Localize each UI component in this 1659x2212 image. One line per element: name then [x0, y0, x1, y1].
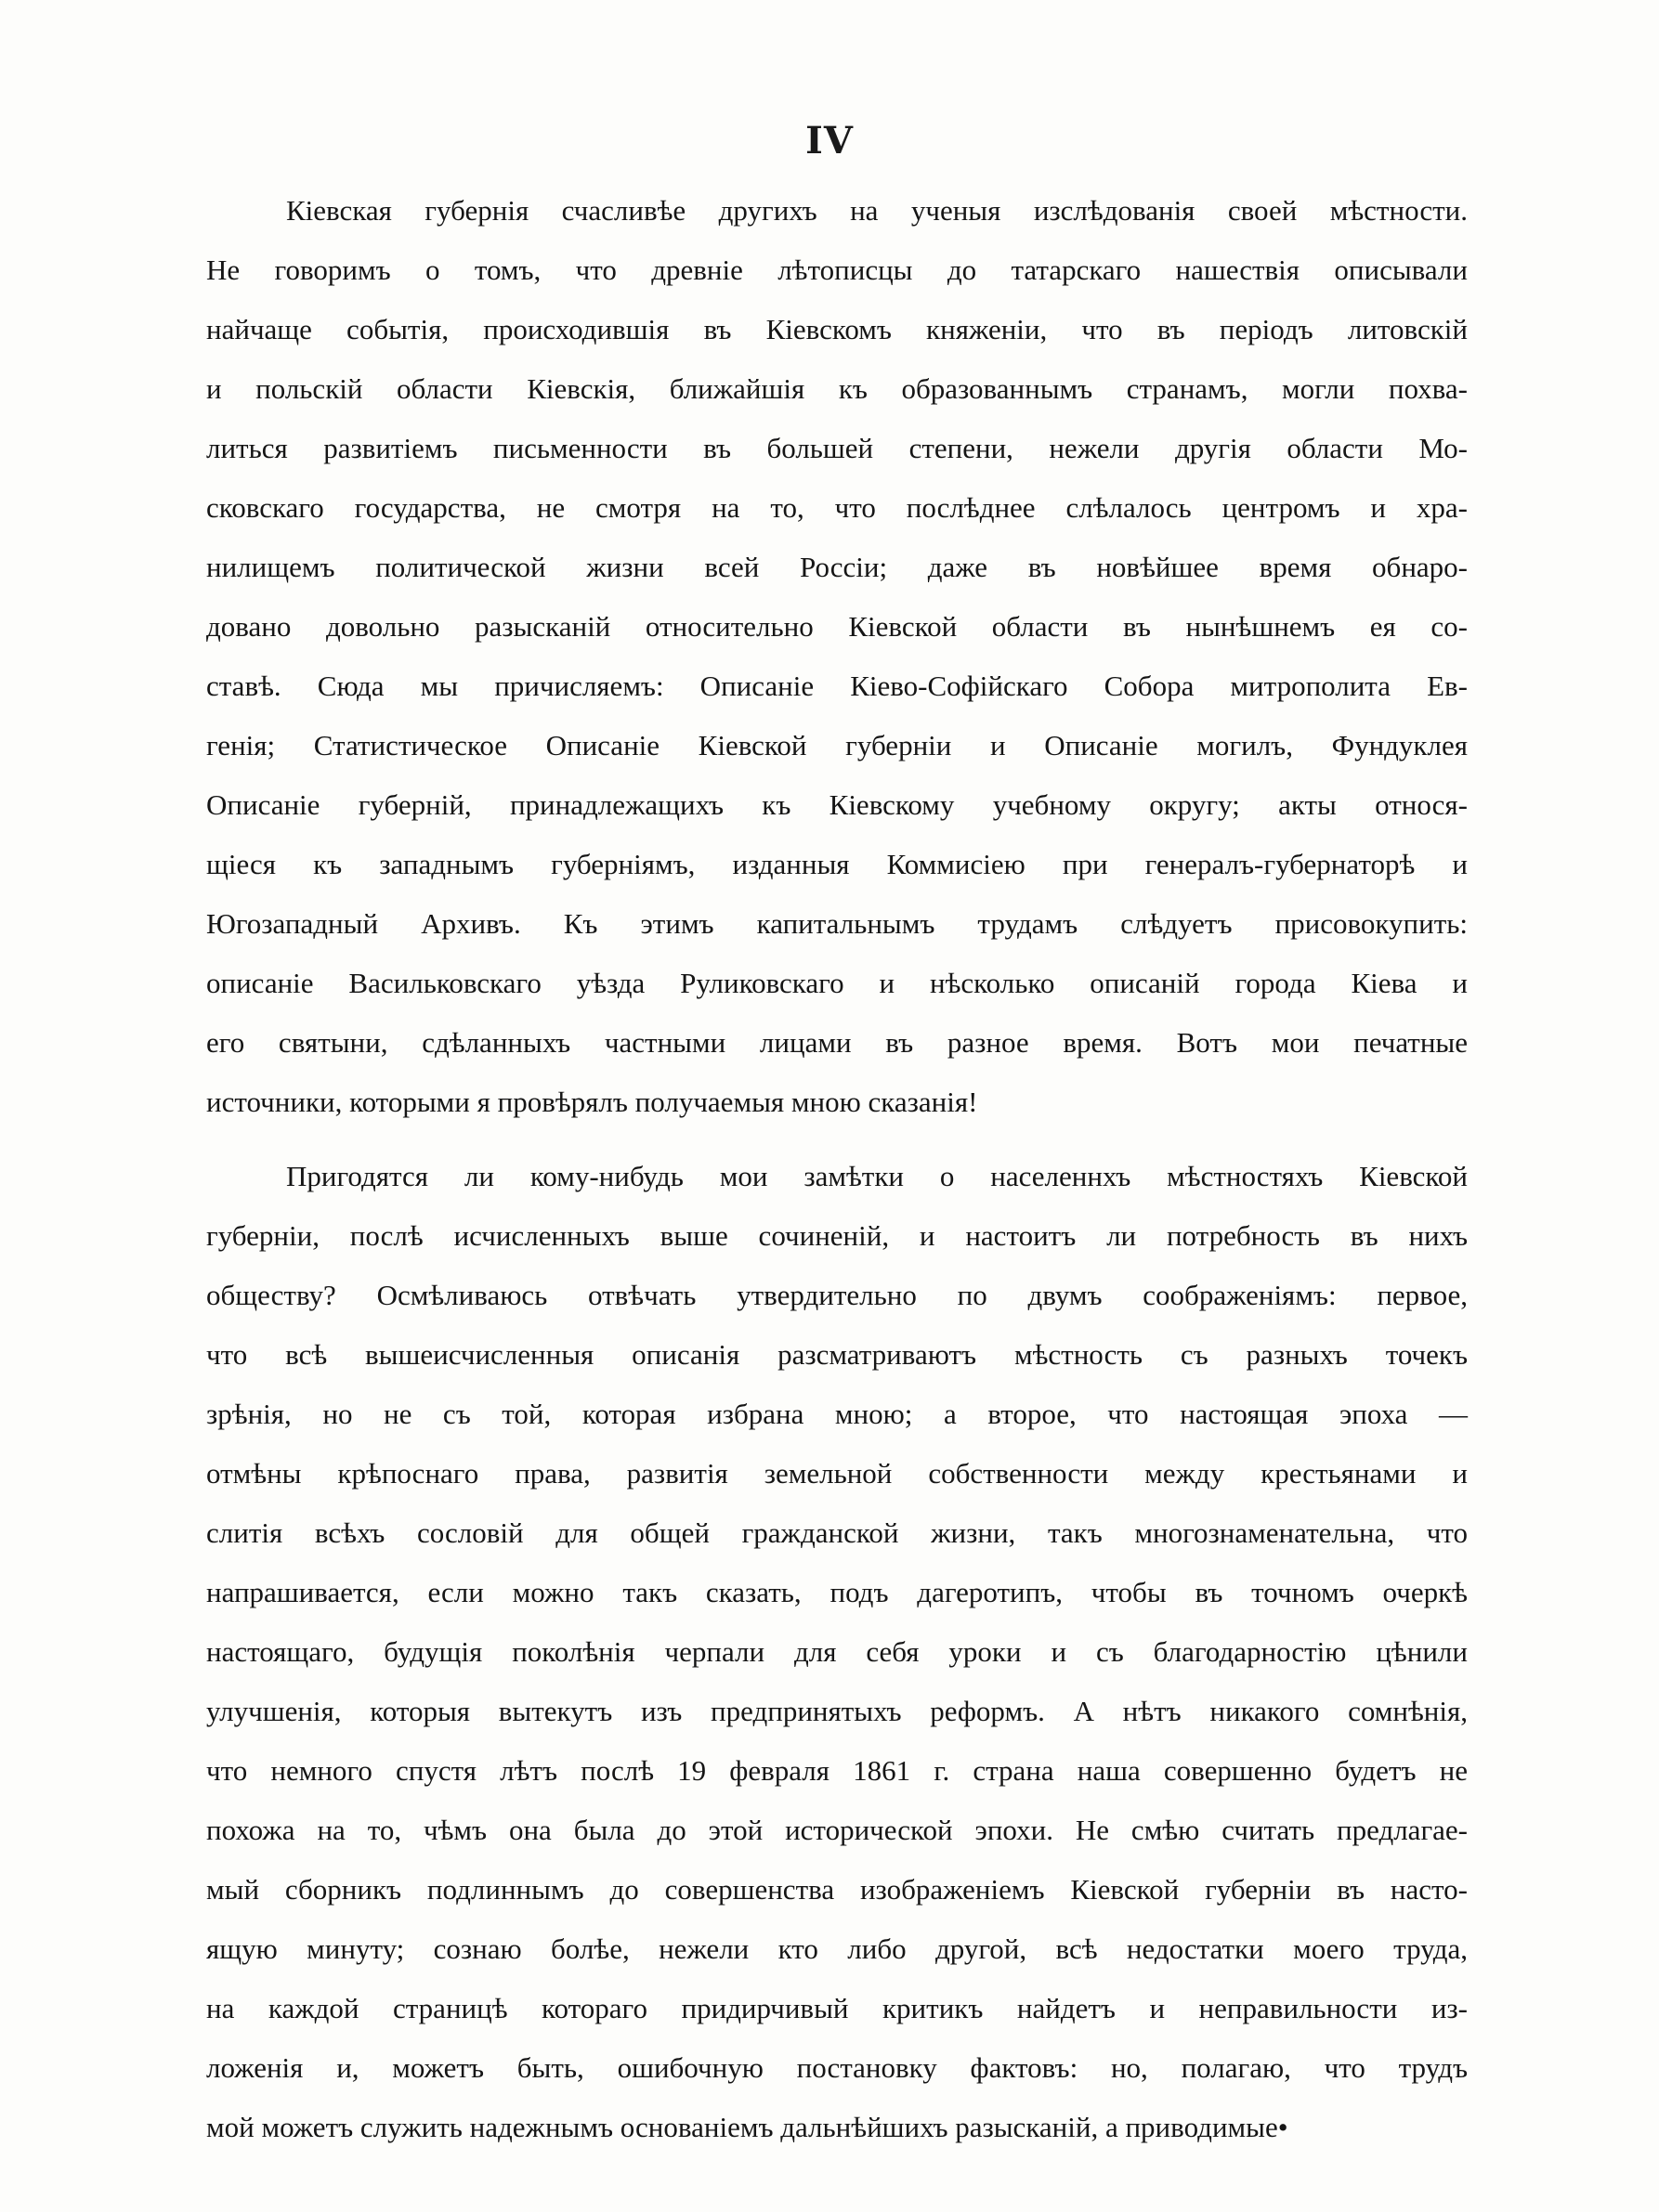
text-line: и польскій области Кіевскія, ближайшія къ образованнымъ странамъ, могли похва- — [206, 372, 1468, 405]
paragraph-2 — [206, 1147, 1468, 2157]
text-line: описаніе Васильковскаго уѣзда Руликовскаго и нѣсколько описаній города Кіева и — [206, 967, 1468, 999]
text-line: ложенія и, можетъ быть, ошибочную постановку фактовъ: но, полагаю, что трудъ — [206, 2051, 1468, 2084]
text-line: отмѣны крѣпоснаго права, развитія земельной собственности между крестьянами и — [206, 1457, 1468, 1490]
text-line: нилищемъ политической жизни всей Россіи; даже въ новѣйшее время обнаро- — [206, 551, 1468, 583]
text-line: Югозападный Архивъ. Къ этимъ капитальнымъ трудамъ слѣдуетъ присовокупить: — [206, 907, 1468, 940]
text-line: похожа на то, чѣмъ она была до этой исторической эпохи. Не смѣю считать предлагае- — [206, 1814, 1468, 1846]
text-line: Кіевская губернія счасливѣе другихъ на ученыя изслѣдованія своей мѣстности. — [286, 194, 1468, 227]
body-text — [206, 181, 1468, 2157]
text-line: Описаніе губерній, принадлежащихъ къ Кіевскому учебному округу; акты относя- — [206, 788, 1468, 821]
text-line: щіеся къ западнымъ губерніямъ, изданныя Коммисіею при генералъ-губернаторѣ и — [206, 848, 1468, 880]
text-line: напрашивается, если можно такъ сказать, подъ дагеротипъ, чтобы въ точномъ очеркѣ — [206, 1576, 1468, 1608]
text-line: сковскаго государства, не смотря на то, что послѣднее слѣлалось центромъ и хра- — [206, 491, 1468, 524]
page-number: IV — [805, 119, 854, 163]
text-line: что немного спустя лѣтъ послѣ 19 февраля 1861 г. страна наша совершенно будетъ не — [206, 1754, 1468, 1787]
text-line: ящую минуту; сознаю болѣе, нежели кто либо другой, всѣ недостатки моего труда, — [206, 1932, 1468, 1965]
text-line: на каждой страницѣ котораго придирчивый критикъ найдетъ и неправильности из- — [206, 1992, 1468, 2024]
text-line: губерніи, послѣ исчисленныхъ выше сочиненій, и настоитъ ли потребность въ нихъ — [206, 1219, 1468, 1252]
text-line: улучшенія, которыя вытекутъ изъ предпринятыхъ реформъ. А нѣтъ никакого сомнѣнія, — [206, 1695, 1468, 1727]
text-line: Не говоримъ о томъ, что древніе лѣтописцы до татарскаго нашествія описывали — [206, 254, 1468, 286]
text-line: обществу? Осмѣливаюсь отвѣчать утвердительно по двумъ соображеніямъ: первое, — [206, 1279, 1468, 1311]
text-line: найчаще событія, происходившія въ Кіевскомъ княженіи, что въ періодъ литовскій — [206, 313, 1468, 345]
text-line: слитія всѣхъ сословій для общей гражданской жизни, такъ многознаменательна, что — [206, 1516, 1468, 1549]
text-line: довано довольно разысканій относительно Кіевской области въ нынѣшнемъ ея со- — [206, 610, 1468, 643]
text-line: мой можетъ служить надежнымъ основаніемъ дальнѣйшихъ разысканій, а приводимые• — [206, 2111, 1288, 2143]
text-line: мый сборникъ подлиннымъ до совершенства изображеніемъ Кіевской губерніи въ насто- — [206, 1873, 1468, 1906]
text-line: зрѣнія, но не съ той, которая избрана мною; а второе, что настоящая эпоха — — [206, 1398, 1468, 1430]
text-line: генія; Статистическое Описаніе Кіевской губерніи и Описаніе могилъ, Фундуклея — [206, 729, 1468, 761]
text-line: Пригодятся ли кому-нибудь мои замѣтки о населеннхъ мѣстностяхъ Кіевской — [286, 1160, 1468, 1192]
text-line: ставѣ. Сюда мы причисляемъ: Описаніе Кіево-Софійскаго Собора митрополита Ев- — [206, 670, 1468, 702]
text-line: литься развитіемъ письменности въ большей степени, нежели другія области Мо- — [206, 432, 1468, 464]
text-line: настоящаго, будущія поколѣнія черпали для себя уроки и съ благодарностію цѣнили — [206, 1635, 1468, 1668]
text-line: источники, которыми я провѣрялъ получаемыя мною сказанія! — [206, 1086, 978, 1118]
text-line: его святыни, сдѣланныхъ частными лицами въ разное время. Вотъ мои печатные — [206, 1026, 1468, 1059]
paragraph-1 — [206, 181, 1468, 1132]
text-line: что всѣ вышеисчисленныя описанія разсматриваютъ мѣстность съ разныхъ точекъ — [206, 1338, 1468, 1371]
